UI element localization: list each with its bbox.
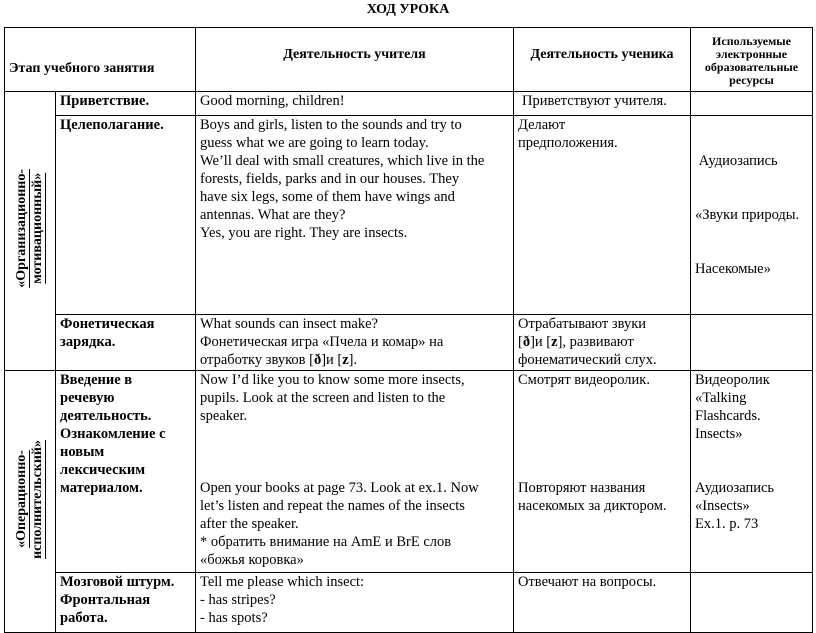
resources-cell — [691, 573, 813, 633]
stage-cell: Фонетическая зарядка. — [56, 315, 196, 371]
student-cell: Отрабатывают звуки [ð]и [z], развивают фонематический слух. — [514, 315, 691, 371]
page-title: ХОД УРОКА — [366, 2, 450, 17]
lesson-plan-table — [4, 27, 813, 633]
header-stage: Этап учебного занятия — [5, 28, 196, 92]
teacher-cell: Good morning, children! — [196, 92, 514, 116]
phase-org — [5, 92, 56, 371]
teacher-cell: What sounds can insect make? Фонетическая игра «Пчела и комар» на отработку звуков [ð]и [z]. — [196, 315, 514, 371]
student-cell: Смотрят видеоролик. Повторяют названия насекомых за диктором. — [514, 371, 691, 573]
stage-cell: Целеполагание. — [56, 116, 196, 315]
header-teacher: Деятельность учителя — [196, 28, 514, 92]
phase-org-label: «Организационно- мотивационный» — [14, 169, 45, 288]
resources-cell: Видеоролик «Talking Flashcards. Insects» Аудиозапись «Insects» Ex.1. p. 73 — [691, 371, 813, 573]
stage-cell: Приветствие. — [56, 92, 196, 116]
student-cell: Приветствуют учителя. — [514, 92, 691, 116]
header-row — [5, 28, 813, 92]
header-student: Деятельность ученика — [514, 28, 691, 92]
table-row — [5, 92, 813, 116]
teacher-cell: Boys and girls, listen to the sounds and try to guess what we are going to learn today. We’ll deal with small creatures, which live in the forests, fields, parks and in our houses. They have six legs, some of them have wings and antennas. What are they? Yes, you are right. They are insects. — [196, 116, 514, 315]
table-row — [5, 315, 813, 371]
header-resources: Используемые электронные образовательные ресурсы — [691, 28, 813, 92]
teacher-cell: Tell me please which insect: - has stripes? - has spots? — [196, 573, 514, 633]
student-cell: Отвечают на вопросы. — [514, 573, 691, 633]
table-row — [5, 573, 813, 633]
resources-cell — [691, 92, 813, 116]
table-row — [5, 116, 813, 315]
teacher-cell: Now I’d like you to know some more insects, pupils. Look at the screen and listen to the speaker. Open your books at page 73. Look at ex.1. Now let’s listen and repeat the names of the insects after the speaker. * обратить внимание на AmE и BrE слов «божья коровка» — [196, 371, 514, 573]
phase-op-label: «Операционно- исполнительский» — [14, 439, 45, 559]
resources-cell — [691, 315, 813, 371]
student-cell: Делают предположения. — [514, 116, 691, 315]
resources-cell: Аудиозапись «Звуки природы. Насекомые» — [691, 116, 813, 315]
table-row — [5, 371, 813, 573]
phase-op — [5, 371, 56, 633]
stage-cell: Мозговой штурм. Фронтальная работа. — [56, 573, 196, 633]
stage-cell: Введение в речевую деятельность. Ознакомление с новым лексическим материалом. — [56, 371, 196, 573]
